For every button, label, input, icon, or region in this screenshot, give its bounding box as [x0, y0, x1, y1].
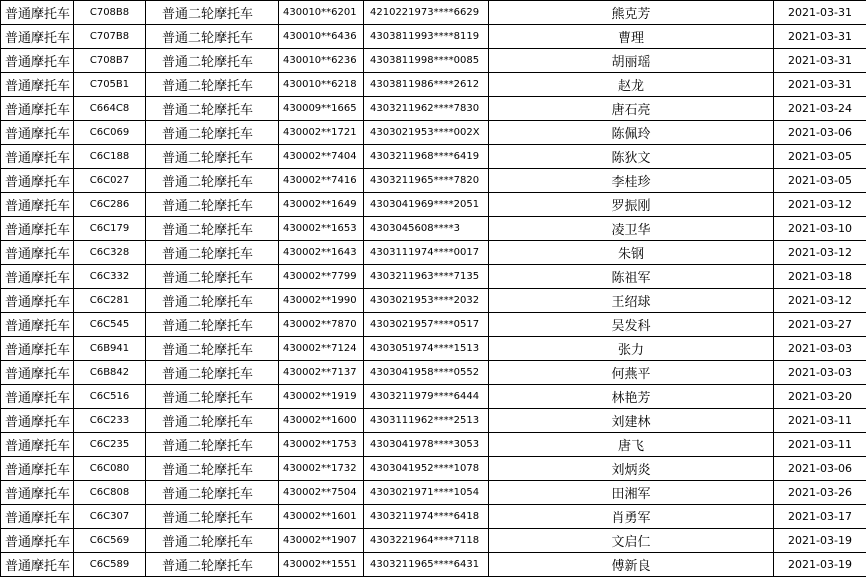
- date-cell: 2021-03-03: [774, 361, 866, 385]
- plate-number-cell: 430009**1665: [279, 97, 364, 121]
- table-row: [1, 385, 866, 409]
- date-cell: 2021-03-11: [774, 409, 866, 433]
- table-row: [1, 481, 866, 505]
- vehicle-type-cell: 普通二轮摩托车: [146, 361, 279, 385]
- table-row: [1, 49, 866, 73]
- id-number-cell: 4303045608****3: [364, 217, 489, 241]
- table-body: [1, 1, 866, 577]
- date-cell: 2021-03-19: [774, 553, 866, 577]
- code-cell: C6C233: [74, 409, 146, 433]
- vehicle-category-cell: 普通摩托车: [1, 193, 74, 217]
- date-cell: 2021-03-06: [774, 457, 866, 481]
- plate-number-cell: 430002**7870: [279, 313, 364, 337]
- table-row: [1, 505, 866, 529]
- date-cell: 2021-03-31: [774, 25, 866, 49]
- id-number-cell: 4303211963****7135: [364, 265, 489, 289]
- table-row: [1, 313, 866, 337]
- code-cell: C6C328: [74, 241, 146, 265]
- vehicle-type-cell: 普通二轮摩托车: [146, 337, 279, 361]
- vehicle-category-cell: 普通摩托车: [1, 169, 74, 193]
- date-cell: 2021-03-12: [774, 289, 866, 313]
- plate-number-cell: 430002**7137: [279, 361, 364, 385]
- owner-name-cell: 张力: [489, 337, 774, 361]
- id-number-cell: 4303051974****1513: [364, 337, 489, 361]
- id-number-cell: 4303111962****2513: [364, 409, 489, 433]
- id-number-cell: 4303221964****7118: [364, 529, 489, 553]
- vehicle-type-cell: 普通二轮摩托车: [146, 265, 279, 289]
- plate-number-cell: 430002**1551: [279, 553, 364, 577]
- vehicle-type-cell: 普通二轮摩托车: [146, 433, 279, 457]
- code-cell: C708B8: [74, 1, 146, 25]
- vehicle-category-cell: 普通摩托车: [1, 457, 74, 481]
- vehicle-category-cell: 普通摩托车: [1, 337, 74, 361]
- id-number-cell: 4303811998****0085: [364, 49, 489, 73]
- plate-number-cell: 430002**1721: [279, 121, 364, 145]
- owner-name-cell: 曹理: [489, 25, 774, 49]
- date-cell: 2021-03-17: [774, 505, 866, 529]
- vehicle-type-cell: 普通二轮摩托车: [146, 97, 279, 121]
- id-number-cell: 4303111974****0017: [364, 241, 489, 265]
- id-number-cell: 4303811986****2612: [364, 73, 489, 97]
- vehicle-type-cell: 普通二轮摩托车: [146, 505, 279, 529]
- plate-number-cell: 430010**6236: [279, 49, 364, 73]
- vehicle-category-cell: 普通摩托车: [1, 1, 74, 25]
- date-cell: 2021-03-31: [774, 73, 866, 97]
- table-row: [1, 553, 866, 577]
- plate-number-cell: 430002**7504: [279, 481, 364, 505]
- table-row: [1, 1, 866, 25]
- vehicle-type-cell: 普通二轮摩托车: [146, 1, 279, 25]
- owner-name-cell: 王绍球: [489, 289, 774, 313]
- date-cell: 2021-03-11: [774, 433, 866, 457]
- owner-name-cell: 胡丽瑶: [489, 49, 774, 73]
- code-cell: C6C080: [74, 457, 146, 481]
- code-cell: C6C188: [74, 145, 146, 169]
- vehicle-category-cell: 普通摩托车: [1, 97, 74, 121]
- date-cell: 2021-03-20: [774, 385, 866, 409]
- date-cell: 2021-03-26: [774, 481, 866, 505]
- owner-name-cell: 赵龙: [489, 73, 774, 97]
- table-row: [1, 25, 866, 49]
- vehicle-category-cell: 普通摩托车: [1, 145, 74, 169]
- plate-number-cell: 430002**1653: [279, 217, 364, 241]
- vehicle-type-cell: 普通二轮摩托车: [146, 121, 279, 145]
- vehicle-category-cell: 普通摩托车: [1, 385, 74, 409]
- table-row: [1, 241, 866, 265]
- owner-name-cell: 林艳芳: [489, 385, 774, 409]
- vehicle-category-cell: 普通摩托车: [1, 361, 74, 385]
- vehicle-category-cell: 普通摩托车: [1, 73, 74, 97]
- id-number-cell: 4303041969****2051: [364, 193, 489, 217]
- plate-number-cell: 430010**6218: [279, 73, 364, 97]
- owner-name-cell: 吴发科: [489, 313, 774, 337]
- owner-name-cell: 刘炳炎: [489, 457, 774, 481]
- owner-name-cell: 肖勇军: [489, 505, 774, 529]
- vehicle-category-cell: 普通摩托车: [1, 121, 74, 145]
- code-cell: C6B941: [74, 337, 146, 361]
- table-row: [1, 169, 866, 193]
- id-number-cell: 4303041978****3053: [364, 433, 489, 457]
- vehicle-type-cell: 普通二轮摩托车: [146, 529, 279, 553]
- plate-number-cell: 430002**7799: [279, 265, 364, 289]
- owner-name-cell: 李桂珍: [489, 169, 774, 193]
- table-row: [1, 97, 866, 121]
- vehicle-type-cell: 普通二轮摩托车: [146, 457, 279, 481]
- vehicle-category-cell: 普通摩托车: [1, 433, 74, 457]
- code-cell: C705B1: [74, 73, 146, 97]
- id-number-cell: 4303211974****6418: [364, 505, 489, 529]
- vehicle-type-cell: 普通二轮摩托车: [146, 241, 279, 265]
- code-cell: C6C281: [74, 289, 146, 313]
- code-cell: C664C8: [74, 97, 146, 121]
- code-cell: C6C808: [74, 481, 146, 505]
- id-number-cell: 4303021953****2032: [364, 289, 489, 313]
- vehicle-type-cell: 普通二轮摩托车: [146, 385, 279, 409]
- id-number-cell: 4303021971****1054: [364, 481, 489, 505]
- date-cell: 2021-03-19: [774, 529, 866, 553]
- vehicle-type-cell: 普通二轮摩托车: [146, 193, 279, 217]
- vehicle-type-cell: 普通二轮摩托车: [146, 289, 279, 313]
- plate-number-cell: 430002**7404: [279, 145, 364, 169]
- code-cell: C6C545: [74, 313, 146, 337]
- table-row: [1, 529, 866, 553]
- date-cell: 2021-03-12: [774, 193, 866, 217]
- code-cell: C6C516: [74, 385, 146, 409]
- owner-name-cell: 田湘军: [489, 481, 774, 505]
- date-cell: 2021-03-31: [774, 1, 866, 25]
- plate-number-cell: 430002**1601: [279, 505, 364, 529]
- table-row: [1, 193, 866, 217]
- date-cell: 2021-03-06: [774, 121, 866, 145]
- owner-name-cell: 罗振刚: [489, 193, 774, 217]
- plate-number-cell: 430002**1753: [279, 433, 364, 457]
- vehicle-category-cell: 普通摩托车: [1, 241, 74, 265]
- code-cell: C6C179: [74, 217, 146, 241]
- table-row: [1, 361, 866, 385]
- plate-number-cell: 430002**1907: [279, 529, 364, 553]
- table-row: [1, 457, 866, 481]
- table-row: [1, 433, 866, 457]
- date-cell: 2021-03-12: [774, 241, 866, 265]
- id-number-cell: 4303211968****6419: [364, 145, 489, 169]
- table-row: [1, 145, 866, 169]
- owner-name-cell: 刘建林: [489, 409, 774, 433]
- code-cell: C6B842: [74, 361, 146, 385]
- id-number-cell: 4303021953****002X: [364, 121, 489, 145]
- code-cell: C6C569: [74, 529, 146, 553]
- plate-number-cell: 430002**1919: [279, 385, 364, 409]
- plate-number-cell: 430002**1600: [279, 409, 364, 433]
- table-row: [1, 121, 866, 145]
- vehicle-type-cell: 普通二轮摩托车: [146, 481, 279, 505]
- vehicle-category-cell: 普通摩托车: [1, 265, 74, 289]
- date-cell: 2021-03-05: [774, 145, 866, 169]
- vehicle-type-cell: 普通二轮摩托车: [146, 217, 279, 241]
- vehicle-type-cell: 普通二轮摩托车: [146, 25, 279, 49]
- plate-number-cell: 430010**6201: [279, 1, 364, 25]
- code-cell: C6C235: [74, 433, 146, 457]
- code-cell: C6C069: [74, 121, 146, 145]
- vehicle-type-cell: 普通二轮摩托车: [146, 313, 279, 337]
- vehicle-category-cell: 普通摩托车: [1, 25, 74, 49]
- table-row: [1, 217, 866, 241]
- date-cell: 2021-03-10: [774, 217, 866, 241]
- vehicle-category-cell: 普通摩托车: [1, 313, 74, 337]
- vehicle-type-cell: 普通二轮摩托车: [146, 409, 279, 433]
- id-number-cell: 4210221973****6629: [364, 1, 489, 25]
- id-number-cell: 4303211965****6431: [364, 553, 489, 577]
- owner-name-cell: 熊克芳: [489, 1, 774, 25]
- vehicle-type-cell: 普通二轮摩托车: [146, 49, 279, 73]
- owner-name-cell: 陈祖军: [489, 265, 774, 289]
- code-cell: C707B8: [74, 25, 146, 49]
- id-number-cell: 4303041958****0552: [364, 361, 489, 385]
- id-number-cell: 4303811993****8119: [364, 25, 489, 49]
- vehicle-category-cell: 普通摩托车: [1, 505, 74, 529]
- owner-name-cell: 朱钢: [489, 241, 774, 265]
- plate-number-cell: 430002**7124: [279, 337, 364, 361]
- date-cell: 2021-03-18: [774, 265, 866, 289]
- plate-number-cell: 430002**1990: [279, 289, 364, 313]
- vehicle-category-cell: 普通摩托车: [1, 553, 74, 577]
- code-cell: C6C589: [74, 553, 146, 577]
- table-row: [1, 337, 866, 361]
- date-cell: 2021-03-31: [774, 49, 866, 73]
- code-cell: C708B7: [74, 49, 146, 73]
- plate-number-cell: 430010**6436: [279, 25, 364, 49]
- vehicle-category-cell: 普通摩托车: [1, 481, 74, 505]
- date-cell: 2021-03-27: [774, 313, 866, 337]
- owner-name-cell: 文启仁: [489, 529, 774, 553]
- table-row: [1, 73, 866, 97]
- id-number-cell: 4303211979****6444: [364, 385, 489, 409]
- plate-number-cell: 430002**1732: [279, 457, 364, 481]
- id-number-cell: 4303211965****7820: [364, 169, 489, 193]
- owner-name-cell: 唐飞: [489, 433, 774, 457]
- owner-name-cell: 陈狄文: [489, 145, 774, 169]
- code-cell: C6C307: [74, 505, 146, 529]
- vehicle-type-cell: 普通二轮摩托车: [146, 73, 279, 97]
- code-cell: C6C286: [74, 193, 146, 217]
- code-cell: C6C332: [74, 265, 146, 289]
- vehicle-type-cell: 普通二轮摩托车: [146, 553, 279, 577]
- vehicle-category-cell: 普通摩托车: [1, 409, 74, 433]
- date-cell: 2021-03-24: [774, 97, 866, 121]
- id-number-cell: 4303041952****1078: [364, 457, 489, 481]
- owner-name-cell: 傅新良: [489, 553, 774, 577]
- owner-name-cell: 凌卫华: [489, 217, 774, 241]
- owner-name-cell: 何燕平: [489, 361, 774, 385]
- vehicle-category-cell: 普通摩托车: [1, 529, 74, 553]
- plate-number-cell: 430002**1643: [279, 241, 364, 265]
- vehicle-category-cell: 普通摩托车: [1, 289, 74, 313]
- table-row: [1, 289, 866, 313]
- table-row: [1, 265, 866, 289]
- vehicle-category-cell: 普通摩托车: [1, 217, 74, 241]
- id-number-cell: 4303021957****0517: [364, 313, 489, 337]
- code-cell: C6C027: [74, 169, 146, 193]
- vehicle-type-cell: 普通二轮摩托车: [146, 145, 279, 169]
- vehicle-type-cell: 普通二轮摩托车: [146, 169, 279, 193]
- date-cell: 2021-03-05: [774, 169, 866, 193]
- owner-name-cell: 陈佩玲: [489, 121, 774, 145]
- table-row: [1, 409, 866, 433]
- plate-number-cell: 430002**7416: [279, 169, 364, 193]
- date-cell: 2021-03-03: [774, 337, 866, 361]
- id-number-cell: 4303211962****7830: [364, 97, 489, 121]
- vehicle-category-cell: 普通摩托车: [1, 49, 74, 73]
- owner-name-cell: 唐石亮: [489, 97, 774, 121]
- plate-number-cell: 430002**1649: [279, 193, 364, 217]
